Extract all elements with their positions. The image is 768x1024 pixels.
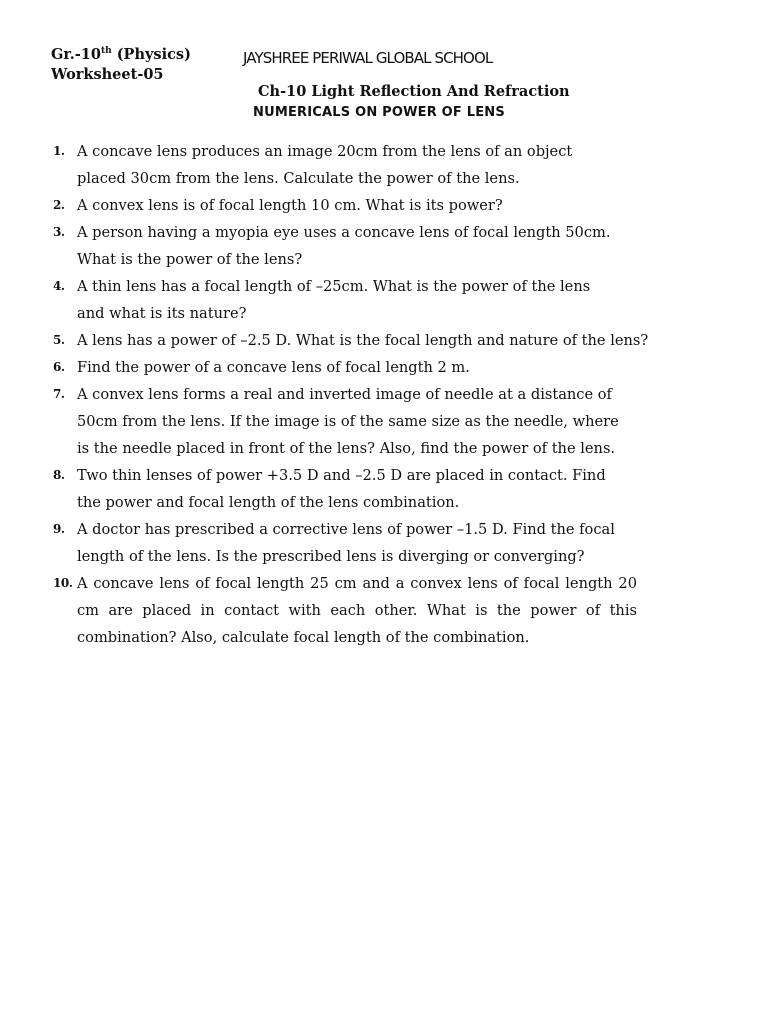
question-item [0,219,768,273]
question-item [0,516,768,570]
question-number: 6. [53,360,65,374]
question-text: Two thin lenses of power +3.5 D and –2.5 D are placed in contact. Find the power and focal length of the lens combination. [77,467,606,511]
grade-prefix: Gr.-10 [51,46,101,63]
question-item [0,381,768,462]
question-item [0,192,768,219]
question-item [0,138,768,192]
question-number: 4. [53,279,65,293]
question-text: A thin lens has a focal length of –25cm. What is the power of the lens and what is its nature? [77,278,591,322]
question-text: A concave lens of focal length 25 cm and a convex lens of focal length 20 cm are placed in contact with each other. What is the power of this combination? Also, calculate focal length of the combination. [77,575,637,646]
question-number: 1. [53,144,65,158]
grade-block [51,46,191,84]
chapter-title: Ch-10 Light Reflection And Refraction [258,83,570,100]
question-item [0,462,768,516]
question-text: A person having a myopia eye uses a concave lens of focal length 50cm. What is the power of the lens? [77,224,611,268]
question-text: A convex lens forms a real and inverted image of needle at a distance of 50cm from the lens. If the image is of the same size as the needle, where is the needle placed in front of the lens? Also, find the power of the lens. [77,386,619,457]
question-item [0,354,768,381]
question-text: A convex lens is of focal length 10 cm. What is its power? [77,197,503,214]
question-number: 3. [53,225,65,239]
question-number: 9. [53,522,65,536]
question-text: A lens has a power of –2.5 D. What is the focal length and nature of the lens? [77,332,649,349]
question-number: 8. [53,468,65,482]
question-number: 2. [53,198,65,212]
question-text: A concave lens produces an image 20cm from the lens of an object placed 30cm from the lens. Calculate the power of the lens. [77,143,573,187]
question-number: 5. [53,333,65,347]
question-number: 10. [53,576,73,590]
grade-superscript: th [100,46,112,56]
question-item [0,327,768,354]
question-list [0,138,768,651]
question-item [0,570,768,651]
question-text: Find the power of a concave lens of focal length 2 m. [77,359,470,376]
grade-line [51,46,191,66]
worksheet-subtitle: NUMERICALS ON POWER OF LENS [253,105,505,120]
worksheet-number: Worksheet-05 [51,66,164,83]
grade-subject: (Physics) [111,46,191,63]
question-text: A doctor has prescribed a corrective lens of power –1.5 D. Find the focal length of the lens. Is the prescribed lens is diverging or converging? [77,521,615,565]
school-name: JAYSHREE PERIWAL GLOBAL SCHOOL [243,49,493,67]
question-item [0,273,768,327]
question-number: 7. [53,387,65,401]
